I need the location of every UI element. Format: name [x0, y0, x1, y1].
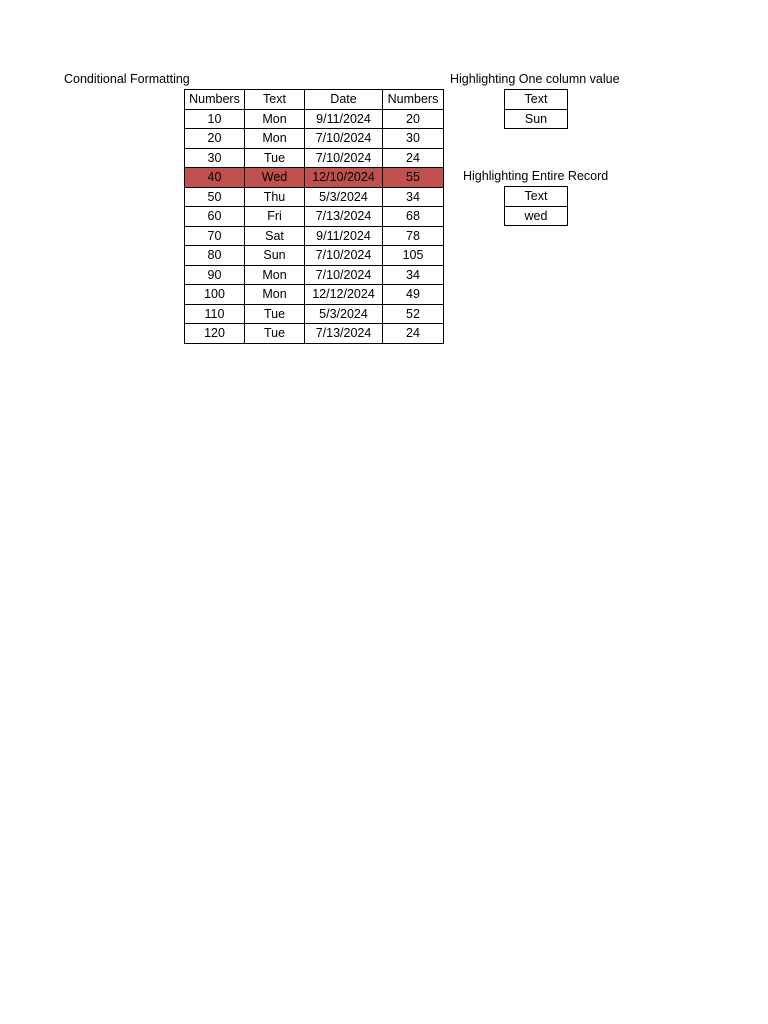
- entire-record-criteria-table: [504, 186, 568, 226]
- table-row: [185, 207, 444, 227]
- cell-date[interactable]: 12/12/2024: [305, 285, 383, 305]
- one-column-criteria-header[interactable]: Text: [505, 90, 568, 110]
- cell-number[interactable]: 110: [185, 304, 245, 324]
- cell-number[interactable]: 70: [185, 226, 245, 246]
- cell-number[interactable]: 80: [185, 246, 245, 266]
- cell-number-2[interactable]: 34: [383, 187, 444, 207]
- cell-text[interactable]: Mon: [245, 109, 305, 129]
- cell-text[interactable]: Mon: [245, 285, 305, 305]
- cell-date[interactable]: 7/10/2024: [305, 148, 383, 168]
- cell-date[interactable]: 7/10/2024: [305, 265, 383, 285]
- highlighting-entire-record-title: Highlighting Entire Record: [463, 169, 609, 183]
- cell-number-2[interactable]: 20: [383, 109, 444, 129]
- table-header-row: [185, 90, 444, 110]
- table-row: [185, 187, 444, 207]
- cell-number[interactable]: 50: [185, 187, 245, 207]
- conditional-formatting-title: Conditional Formatting: [64, 72, 190, 86]
- cell-text[interactable]: Mon: [245, 129, 305, 149]
- table-row: [185, 129, 444, 149]
- header-cell-date[interactable]: Date: [305, 90, 383, 110]
- one-column-criteria-table: [504, 89, 568, 129]
- cell-text[interactable]: Mon: [245, 265, 305, 285]
- cell-text[interactable]: Tue: [245, 148, 305, 168]
- cell-text[interactable]: Tue: [245, 304, 305, 324]
- cell-number-2[interactable]: 68: [383, 207, 444, 227]
- cell-date[interactable]: 5/3/2024: [305, 304, 383, 324]
- cell-number[interactable]: 10: [185, 109, 245, 129]
- data-table: [184, 89, 444, 344]
- cell-number-2[interactable]: 34: [383, 265, 444, 285]
- entire-record-criteria-value[interactable]: wed: [505, 206, 568, 226]
- header-cell-numbers[interactable]: Numbers: [185, 90, 245, 110]
- cell-number[interactable]: 120: [185, 324, 245, 344]
- table-row: [185, 168, 444, 188]
- cell-number[interactable]: 40: [185, 168, 245, 188]
- table-row: [185, 226, 444, 246]
- table-row: [185, 246, 444, 266]
- cell-number[interactable]: 30: [185, 148, 245, 168]
- entire-record-criteria-header[interactable]: Text: [505, 187, 568, 207]
- header-cell-text[interactable]: Text: [245, 90, 305, 110]
- table-row: [185, 265, 444, 285]
- header-cell-numbers-2[interactable]: Numbers: [383, 90, 444, 110]
- table-row: [185, 109, 444, 129]
- cell-date[interactable]: 5/3/2024: [305, 187, 383, 207]
- cell-date[interactable]: 7/10/2024: [305, 246, 383, 266]
- table-row: [185, 285, 444, 305]
- cell-number-2[interactable]: 105: [383, 246, 444, 266]
- cell-text[interactable]: Sun: [245, 246, 305, 266]
- cell-date[interactable]: 7/13/2024: [305, 324, 383, 344]
- cell-text[interactable]: Fri: [245, 207, 305, 227]
- cell-number[interactable]: 60: [185, 207, 245, 227]
- cell-date[interactable]: 9/11/2024: [305, 226, 383, 246]
- cell-date[interactable]: 12/10/2024: [305, 168, 383, 188]
- cell-number-2[interactable]: 52: [383, 304, 444, 324]
- one-column-criteria-value[interactable]: Sun: [505, 109, 568, 129]
- cell-number[interactable]: 90: [185, 265, 245, 285]
- cell-date[interactable]: 7/13/2024: [305, 207, 383, 227]
- cell-date[interactable]: 7/10/2024: [305, 129, 383, 149]
- cell-number-2[interactable]: 30: [383, 129, 444, 149]
- cell-number-2[interactable]: 24: [383, 148, 444, 168]
- cell-text[interactable]: Thu: [245, 187, 305, 207]
- cell-date[interactable]: 9/11/2024: [305, 109, 383, 129]
- cell-number[interactable]: 20: [185, 129, 245, 149]
- cell-text[interactable]: Tue: [245, 324, 305, 344]
- cell-number[interactable]: 100: [185, 285, 245, 305]
- cell-text[interactable]: Wed: [245, 168, 305, 188]
- cell-number-2[interactable]: 78: [383, 226, 444, 246]
- cell-text[interactable]: Sat: [245, 226, 305, 246]
- highlighting-one-column-title: Highlighting One column value: [450, 72, 620, 86]
- table-row: [185, 324, 444, 344]
- table-row: [185, 148, 444, 168]
- cell-number-2[interactable]: 55: [383, 168, 444, 188]
- cell-number-2[interactable]: 49: [383, 285, 444, 305]
- cell-number-2[interactable]: 24: [383, 324, 444, 344]
- table-row: [185, 304, 444, 324]
